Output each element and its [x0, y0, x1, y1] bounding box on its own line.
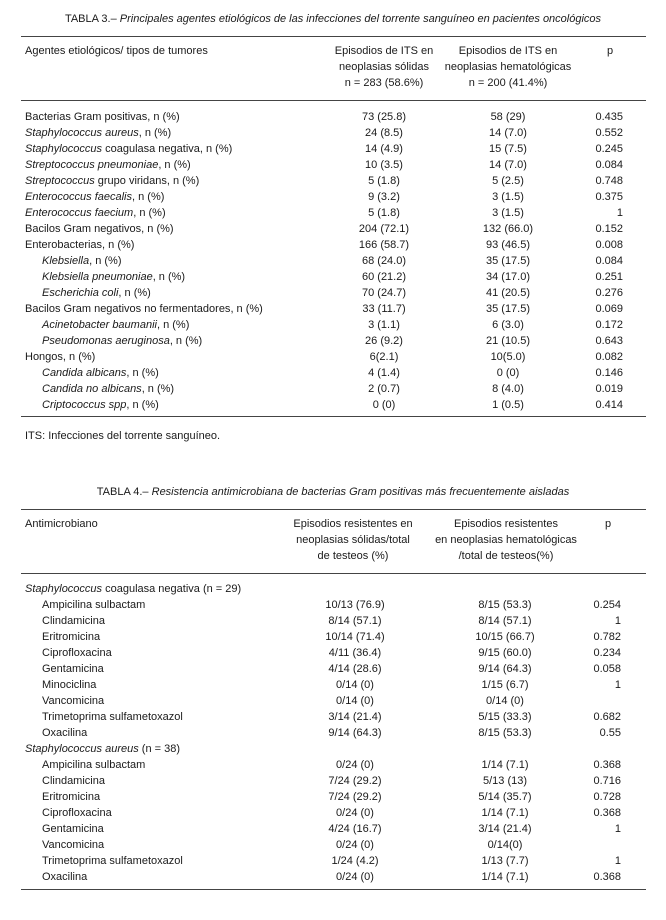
- table-row: [0, 333, 666, 349]
- p-value: 0.084: [595, 159, 623, 171]
- solid-value: 7/24 (29.2): [328, 775, 382, 787]
- drug-name: Ciprofloxacina: [42, 647, 112, 659]
- table-row: [0, 221, 666, 237]
- table4-caption: [0, 485, 666, 499]
- table-row: [0, 693, 666, 709]
- agent-name-cell: [42, 285, 151, 301]
- table-row: [0, 141, 666, 157]
- agent-name: Staphylococcus: [25, 143, 103, 155]
- agent-name-cell: [25, 189, 164, 205]
- solid-value: 166 (58.7): [358, 239, 410, 251]
- agent-name-cell: [25, 173, 199, 189]
- p-value: 0.368: [593, 759, 621, 771]
- drug-name: Gentamicina: [42, 823, 104, 835]
- hemato-value: 0/14(0): [487, 839, 523, 851]
- table4-bottom-rule: [21, 889, 646, 890]
- agent-name-cell: [25, 237, 134, 253]
- table3-footnote: ITS: Infecciones del torrente sanguíneo.: [25, 430, 221, 442]
- table-row: [0, 349, 666, 365]
- agent-name-cell: [42, 317, 189, 333]
- solid-value: 14 (4.9): [365, 143, 403, 155]
- hemato-value: 132 (66.0): [482, 223, 534, 235]
- agent-suffix: , n (%): [126, 367, 159, 379]
- p-value: 0.716: [593, 775, 621, 787]
- solid-value: 0/24 (0): [336, 807, 374, 819]
- hemato-value: 10(5.0): [490, 351, 526, 363]
- agent-suffix: , n (%): [141, 383, 175, 395]
- drug-name: Ampicilina sulbactam: [42, 759, 146, 771]
- hemato-value: 1/14 (7.1): [481, 759, 529, 771]
- drug-name: Gentamicina: [42, 663, 104, 675]
- table-row: [0, 381, 666, 397]
- table-row: [0, 773, 666, 789]
- table4-header-p: p: [604, 518, 612, 530]
- table3-header-col2: Episodios de ITS en neoplasias sólidas n = 283 (58.6%): [334, 45, 434, 89]
- hemato-value: 5/13 (13): [482, 775, 528, 787]
- p-value: 0.414: [595, 399, 623, 411]
- solid-value: 9/14 (64.3): [328, 727, 382, 739]
- p-value: 0.682: [593, 711, 621, 723]
- agent-name: Candida albicans: [42, 367, 127, 379]
- hemato-value: 9/14 (64.3): [478, 663, 532, 675]
- p-value: 0.152: [595, 223, 623, 235]
- drug-name: Vancomicina: [42, 695, 105, 707]
- hemato-value: 5 (2.5): [492, 175, 524, 187]
- p-value: 0.643: [595, 335, 623, 347]
- p-value: 0.782: [593, 631, 621, 643]
- agent-suffix: , n (%): [126, 399, 159, 411]
- p-value: 0.008: [595, 239, 623, 251]
- hemato-value: 9/15 (60.0): [478, 647, 532, 659]
- agent-name-cell: [25, 221, 174, 237]
- agent-name: Criptococcus spp: [42, 399, 127, 411]
- solid-value: 1/24 (4.2): [331, 855, 379, 867]
- agent-name-cell: [42, 333, 202, 349]
- p-value: 0.552: [595, 127, 623, 139]
- agent-name: Enterobacterias: [25, 239, 103, 251]
- table-row: [0, 853, 666, 869]
- group-suffix: coagulasa negativa (n = 29): [102, 583, 242, 595]
- table4-header-rule: [21, 573, 646, 574]
- agent-name-cell: [42, 397, 159, 413]
- solid-value: 5 (1.8): [368, 207, 400, 219]
- p-value: 0.276: [595, 287, 623, 299]
- agent-suffix: , n (%): [133, 207, 166, 219]
- table-row: [0, 725, 666, 741]
- table4-caption-label: TABLA 4.–: [96, 486, 149, 498]
- agent-suffix: , n (%): [132, 191, 165, 203]
- p-value: 0.375: [595, 191, 623, 203]
- agent-suffix: , n (%): [230, 303, 263, 315]
- hemato-value: 0/14 (0): [486, 695, 524, 707]
- p-value: 0.234: [593, 647, 621, 659]
- agent-suffix: , n (%): [62, 351, 96, 363]
- table4-caption-title: Resistencia antimicrobiana de bacterias Gram positivas más frecuentemente aisladas: [151, 486, 570, 498]
- agent-name-cell: [25, 157, 191, 173]
- drug-name: Clindamicina: [42, 775, 105, 787]
- hemato-value: 0 (0): [496, 367, 520, 379]
- solid-value: 7/24 (29.2): [328, 791, 382, 803]
- agent-name: Acinetobacter baumanii: [42, 319, 157, 331]
- agent-name: Streptococcus: [25, 175, 95, 187]
- drug-name: Oxacilina: [42, 871, 88, 883]
- solid-value: 0/24 (0): [336, 871, 374, 883]
- table-row: [0, 189, 666, 205]
- p-value: 0.245: [595, 143, 623, 155]
- hemato-value: 3/14 (21.4): [478, 823, 532, 835]
- p-value: 1: [614, 615, 621, 627]
- p-value: 1: [616, 207, 623, 219]
- hemato-value: 14 (7.0): [489, 127, 527, 139]
- p-value: 1: [614, 855, 621, 867]
- agent-suffix: , n (%): [169, 335, 203, 347]
- table3-caption: [0, 12, 666, 26]
- p-value: 0.058: [593, 663, 621, 675]
- agent-suffix: , n (%): [89, 255, 122, 267]
- p-value: 0.084: [595, 255, 623, 267]
- hemato-value: 1/13 (7.7): [481, 855, 529, 867]
- hemato-value: 5/15 (33.3): [478, 711, 532, 723]
- p-value: 0.251: [595, 271, 623, 283]
- hemato-value: 6 (3.0): [492, 319, 524, 331]
- solid-value: 70 (24.7): [361, 287, 407, 299]
- agent-suffix: , n (%): [152, 271, 186, 283]
- table-row: [0, 629, 666, 645]
- solid-value: 204 (72.1): [358, 223, 410, 235]
- solid-value: 33 (11.7): [362, 303, 406, 315]
- table-row: [0, 125, 666, 141]
- table3-header-col1: Agentes etiológicos/ tipos de tumores: [25, 45, 208, 57]
- drug-name: Eritromicina: [42, 631, 101, 643]
- agent-name: Klebsiella: [42, 255, 90, 267]
- solid-value: 0/24 (0): [336, 759, 374, 771]
- hemato-value: 5/14 (35.7): [478, 791, 532, 803]
- drug-name: Vancomicina: [42, 839, 105, 851]
- solid-value: 0/14 (0): [336, 679, 374, 691]
- agent-name-cell: [25, 141, 232, 157]
- drug-name: Minociclina: [42, 679, 97, 691]
- table-row: [0, 597, 666, 613]
- agent-suffix: , n (%): [147, 111, 180, 123]
- table-row: [0, 317, 666, 333]
- solid-value: 4 (1.4): [368, 367, 400, 379]
- drug-name: Eritromicina: [42, 791, 101, 803]
- table-row: [0, 645, 666, 661]
- table-row: [0, 109, 666, 125]
- table-row: [0, 789, 666, 805]
- solid-value: 5 (1.8): [368, 175, 400, 187]
- agent-name: Streptococcus pneumoniae: [25, 159, 159, 171]
- table-row: [0, 709, 666, 725]
- solid-value: 9 (3.2): [368, 191, 400, 203]
- p-value: 0.748: [595, 175, 623, 187]
- hemato-value: 8/15 (53.3): [478, 599, 532, 611]
- hemato-value: 1 (0.5): [492, 399, 524, 411]
- agent-suffix: , n (%): [158, 159, 191, 171]
- agent-name: Candida no albicans: [42, 383, 142, 395]
- solid-value: 60 (21.2): [361, 271, 407, 283]
- hemato-value: 3 (1.5): [492, 191, 524, 203]
- table3-header-col3: Episodios de ITS en neoplasias hematológicas n = 200 (41.4%): [444, 45, 572, 89]
- solid-value: 10/13 (76.9): [325, 599, 385, 611]
- agent-name: Enterococcus faecium: [25, 207, 134, 219]
- table-row: [0, 301, 666, 317]
- group-suffix: (n = 38): [138, 743, 181, 755]
- agent-name: Bacterias Gram positivas: [25, 111, 148, 123]
- table-row: [0, 285, 666, 301]
- hemato-value: 41 (20.5): [485, 287, 531, 299]
- solid-value: 68 (24.0): [361, 255, 407, 267]
- agent-name: Klebsiella pneumoniae: [42, 271, 153, 283]
- solid-value: 4/14 (28.6): [328, 663, 382, 675]
- table3-bottom-rule: [21, 416, 646, 417]
- p-value: 0.146: [595, 367, 623, 379]
- table-row: [0, 157, 666, 173]
- drug-name: Trimetoprima sulfametoxazol: [42, 711, 183, 723]
- table4-header-col3: Episodios resistentes en neoplasias hematológicas /total de testeos(%): [435, 518, 577, 562]
- agent-name: Bacilos Gram negativos: [25, 223, 142, 235]
- solid-value: 10/14 (71.4): [325, 631, 385, 643]
- solid-value: 26 (9.2): [365, 335, 403, 347]
- agent-name: Enterococcus faecalis: [25, 191, 132, 203]
- agent-name-cell: [42, 269, 185, 285]
- solid-value: 4/24 (16.7): [328, 823, 382, 835]
- hemato-value: 21 (10.5): [485, 335, 531, 347]
- table-row: [0, 869, 666, 885]
- table-row: [0, 661, 666, 677]
- p-value: 0.082: [595, 351, 623, 363]
- group-name: Staphylococcus aureus: [25, 743, 139, 755]
- hemato-value: 3 (1.5): [492, 207, 524, 219]
- hemato-value: 1/14 (7.1): [481, 871, 529, 883]
- agent-name-cell: [42, 365, 159, 381]
- table-row: [0, 205, 666, 221]
- hemato-value: 15 (7.5): [489, 143, 527, 155]
- table-row: [0, 269, 666, 285]
- hemato-value: 93 (46.5): [485, 239, 531, 251]
- drug-name: Oxacilina: [42, 727, 88, 739]
- solid-value: 0/24 (0): [336, 839, 374, 851]
- table-row: [0, 253, 666, 269]
- hemato-value: 35 (17.5): [485, 255, 531, 267]
- agent-name-cell: [25, 125, 171, 141]
- agent-suffix: , n (%): [138, 127, 172, 139]
- hemato-value: 1/15 (6.7): [481, 679, 529, 691]
- agent-name-cell: [25, 349, 95, 365]
- drug-name: Clindamicina: [42, 615, 105, 627]
- agent-suffix: coagulasa negativa, n (%): [102, 143, 233, 155]
- table-row: [0, 837, 666, 853]
- agent-name: Pseudomonas aeruginosa: [42, 335, 170, 347]
- table-row: [0, 677, 666, 693]
- table3-header-p: p: [606, 45, 614, 57]
- agent-suffix: , n (%): [156, 319, 190, 331]
- solid-value: 6(2.1): [369, 351, 399, 363]
- hemato-value: 34 (17.0): [485, 271, 531, 283]
- agent-name: Escherichia coli: [42, 287, 119, 299]
- hemato-value: 8/15 (53.3): [478, 727, 532, 739]
- solid-value: 24 (8.5): [365, 127, 403, 139]
- table-row: [0, 365, 666, 381]
- agent-name-cell: [25, 301, 263, 317]
- solid-value: 10 (3.5): [365, 159, 403, 171]
- table-row: [0, 397, 666, 413]
- table4-header-col2: Episodios resistentes en neoplasias sólidas/total de testeos (%): [293, 518, 413, 562]
- p-value: 1: [614, 823, 621, 835]
- table4-top-rule: [21, 509, 646, 510]
- p-value: 0.368: [593, 871, 621, 883]
- solid-value: 73 (25.8): [361, 111, 407, 123]
- drug-name: Trimetoprima sulfametoxazol: [42, 855, 183, 867]
- p-value: 0.172: [595, 319, 623, 331]
- table-row: [0, 613, 666, 629]
- hemato-value: 8 (4.0): [492, 383, 524, 395]
- agent-name: Staphylococcus aureus: [25, 127, 139, 139]
- hemato-value: 10/15 (66.7): [475, 631, 535, 643]
- solid-value: 0 (0): [372, 399, 396, 411]
- table3-header-rule: [21, 100, 646, 101]
- agent-suffix: , n (%): [141, 223, 174, 235]
- table-row: [0, 173, 666, 189]
- hemato-value: 35 (17.5): [485, 303, 531, 315]
- p-value: 0.435: [595, 111, 623, 123]
- table-row: [0, 805, 666, 821]
- solid-value: 2 (0.7): [368, 383, 400, 395]
- p-value: 0.069: [595, 303, 623, 315]
- table-row: [0, 757, 666, 773]
- table3-caption-title: Principales agentes etiológicos de las infecciones del torrente sanguíneo en pacientes oncológicos: [119, 13, 602, 25]
- agent-name: Hongos: [25, 351, 63, 363]
- hemato-value: 1/14 (7.1): [481, 807, 529, 819]
- agent-name-cell: [25, 109, 180, 125]
- solid-value: 3 (1.1): [368, 319, 400, 331]
- agent-suffix: grupo viridans, n (%): [94, 175, 200, 187]
- p-value: 0.55: [599, 727, 621, 739]
- p-value: 0.368: [593, 807, 621, 819]
- solid-value: 4/11 (36.4): [328, 647, 382, 659]
- hemato-value: 14 (7.0): [489, 159, 527, 171]
- group-name-cell: [25, 581, 241, 597]
- hemato-value: 58 (29): [490, 111, 526, 123]
- group-row: [0, 581, 666, 597]
- agent-name-cell: [42, 253, 122, 269]
- group-name: Staphylococcus: [25, 583, 103, 595]
- solid-value: 8/14 (57.1): [328, 615, 382, 627]
- agent-name-cell: [42, 381, 174, 397]
- drug-name: Ampicilina sulbactam: [42, 599, 146, 611]
- table-row: [0, 237, 666, 253]
- p-value: 1: [614, 679, 621, 691]
- agent-suffix: , n (%): [102, 239, 135, 251]
- p-value: 0.728: [593, 791, 621, 803]
- solid-value: 3/14 (21.4): [328, 711, 382, 723]
- p-value: 0.254: [593, 599, 621, 611]
- group-name-cell: [25, 741, 180, 757]
- table3-top-rule: [21, 36, 646, 37]
- agent-name-cell: [25, 205, 166, 221]
- group-row: [0, 741, 666, 757]
- table4-header-col1: Antimicrobiano: [25, 518, 98, 530]
- agent-name: Bacilos Gram negativos no fermentadores: [25, 303, 231, 315]
- hemato-value: 8/14 (57.1): [478, 615, 532, 627]
- drug-name: Ciprofloxacina: [42, 807, 112, 819]
- p-value: 0.019: [595, 383, 623, 395]
- agent-suffix: , n (%): [118, 287, 151, 299]
- table3-caption-label: TABLA 3.–: [64, 13, 117, 25]
- table-row: [0, 821, 666, 837]
- solid-value: 0/14 (0): [336, 695, 374, 707]
